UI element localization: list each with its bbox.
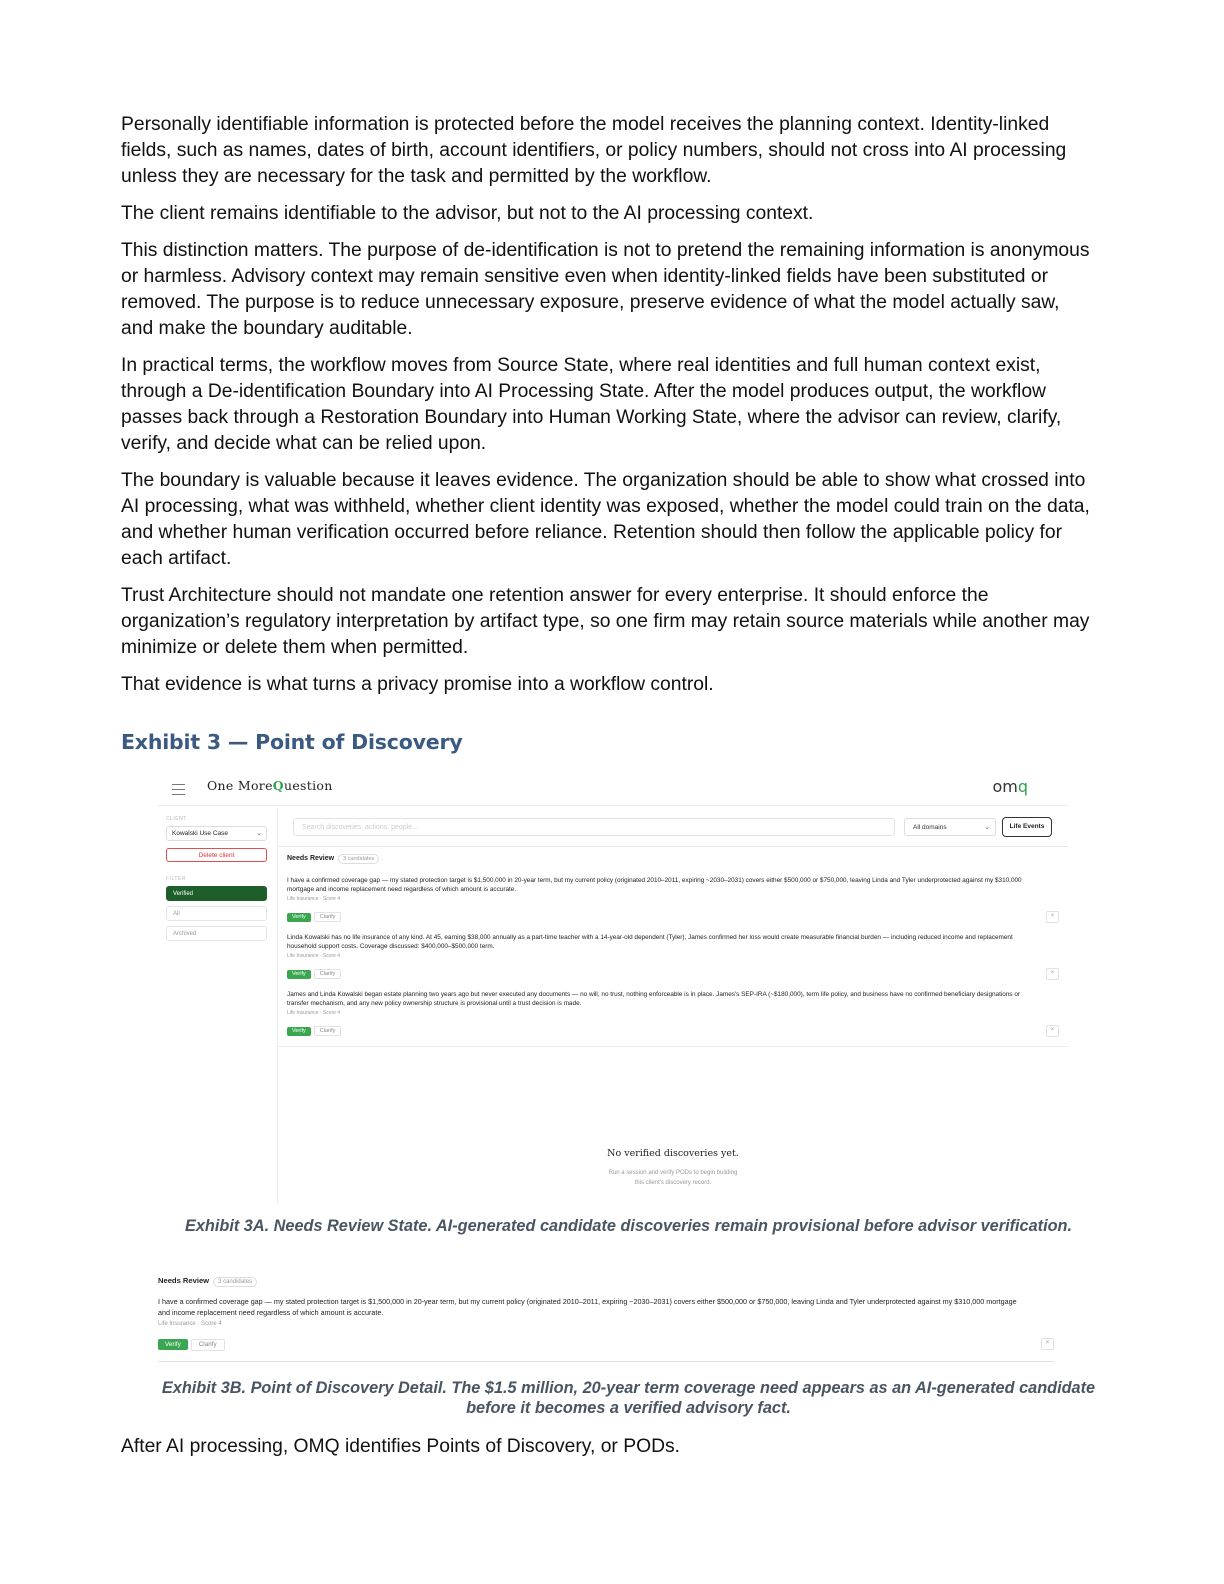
close-icon[interactable]: × xyxy=(1046,911,1059,923)
domain-select[interactable]: All domains ⌄ xyxy=(904,818,996,836)
verify-button[interactable]: Verify xyxy=(287,1027,311,1036)
app-topbar xyxy=(158,772,1068,806)
candidate-text: James and Linda Kowalski began estate planning two years ago but never executed any documents — no will, no trust, nothing enforceable is in place. James's SEP-IRA (~$180,000), term life policy, and business have no confirmed beneficiary designations or transfer mechanism, and any new policy ownership structure is provisional until a trust decision is made. xyxy=(287,991,1021,1007)
paragraph: The boundary is valuable because it leaves evidence. The organization should be able to show what crossed into AI processing, what was withheld, whether client identity was exposed, whether the model could train on the data, and whether human verification occurred before reliance. Retention should then follow the applicable policy for each artifact. xyxy=(121,470,1090,569)
caption-3b: Exhibit 3B. Point of Discovery Detail. The $1.5 million, 20-year term coverage need appears as an AI-generated candidate before it becomes a verified advisory fact. xyxy=(161,1379,1096,1417)
brand-logo: One MoreQuestion xyxy=(207,778,333,793)
candidate-meta: Life Insurance · Score 4 xyxy=(287,1010,341,1016)
app-screenshot-pod-detail xyxy=(158,1276,1054,1364)
paragraph: Personally identifiable information is protected before the model receives the planning context. Identity-linked fields, such as names, dates of birth, account identifiers, or policy numbers, should not cross into AI processing unless they are necessary for the task and permitted by the workflow. xyxy=(121,114,1067,187)
menu-icon[interactable] xyxy=(172,784,185,795)
clarify-button[interactable]: Clarify xyxy=(314,969,342,979)
verify-button[interactable]: Verify xyxy=(287,970,311,979)
app-screenshot-needs-review xyxy=(158,772,1068,1204)
clarify-button[interactable]: Clarify xyxy=(314,912,342,922)
candidate-meta: Life Insurance · Score 4 xyxy=(287,896,341,902)
life-events-button[interactable]: Life Events xyxy=(1002,817,1052,837)
paragraph: That evidence is what turns a privacy promise into a workflow control. xyxy=(121,674,714,695)
empty-state-subtitle: Run a session and verify PODs to begin building this client's discovery record. xyxy=(608,1170,738,1186)
close-icon[interactable]: × xyxy=(1046,1025,1059,1037)
needs-review-section xyxy=(287,854,1059,1037)
client-label: CLIENT xyxy=(166,816,187,822)
needs-review-header: Needs Review 3 candidates xyxy=(158,1276,1054,1288)
closing-paragraph: After AI processing, OMQ identifies Points of Discovery, or PODs. xyxy=(121,1436,680,1457)
list-item xyxy=(287,990,1059,1037)
close-icon[interactable]: × xyxy=(1046,968,1059,980)
candidate-meta: Life Insurance · Score 4 xyxy=(158,1321,222,1327)
list-item xyxy=(287,933,1059,980)
paragraph: In practical terms, the workflow moves from Source State, where real identities and full human context exist, through a De-identification Boundary into AI Processing State. After the model produces output, the workflow passes back through a Restoration Boundary into Human Working State, where the advisor can review, clarify, verify, and decide what can be relied upon. xyxy=(121,355,1062,454)
filter-verified[interactable]: Verified xyxy=(166,886,267,901)
search-input[interactable]: Search discoveries, actions, people... xyxy=(293,818,895,836)
needs-review-header: Needs Review 3 candidates xyxy=(287,854,1059,866)
caption-3a: Exhibit 3A. Needs Review State. AI-generated candidate discoveries remain provisional before advisor verification. xyxy=(184,1217,1073,1235)
candidate-text: I have a confirmed coverage gap — my stated protection target is $1,500,000 in 20-year term, but my current policy (originated 2010–2011, expiring ~2030–2031) covers either $500,000 or $750,000, leaving Linda and Tyler underprotected against my $310,000 mortgage and income replacement need regardless of which amount is accurate. xyxy=(158,1297,1017,1317)
empty-state-title: No verified discoveries yet. xyxy=(607,1148,739,1159)
candidate-text: I have a confirmed coverage gap — my stated protection target is $1,500,000 in 20-year term, but my current policy (originated 2010–2011, expiring ~2030–2031) covers either $500,000 or $750,000, leaving Linda and Tyler underprotected against my $310,000 mortgage and income replacement need regardless of which amount is accurate. xyxy=(287,877,1022,893)
filter-archived[interactable]: Archived xyxy=(166,926,267,941)
candidate-text: Linda Kowalski has no life insurance of any kind. At 45, earning $38,000 annually as a part-time teacher with a 14-year-old dependent (Tyler), James confirmed her loss would create measurable financial burden — including reduced income and replacement household support costs. Coverage discussed: $400,000–$500,000 term. xyxy=(287,934,1013,950)
filter-all[interactable]: All xyxy=(166,906,267,921)
candidates-badge: 3 candidates xyxy=(338,854,379,864)
paragraph: The client remains identifiable to the advisor, but not to the AI processing context. xyxy=(121,203,814,224)
brand-mark-icon: omq xyxy=(992,777,1028,796)
chevron-down-icon: ⌄ xyxy=(984,824,990,831)
list-item xyxy=(287,876,1059,923)
clarify-button[interactable]: Clarify xyxy=(191,1339,225,1351)
client-select[interactable]: Kowalski Use Case ⌄ xyxy=(166,826,267,841)
verify-button[interactable]: Verify xyxy=(287,913,311,922)
sidebar xyxy=(166,816,270,1204)
filter-label: FILTER xyxy=(166,876,186,882)
close-icon[interactable]: × xyxy=(1041,1338,1054,1350)
paragraph: Trust Architecture should not mandate one retention answer for every enterprise. It should enforce the organization’s regulatory interpretation by artifact type, so one firm may retain source materials while another may minimize or delete them when permitted. xyxy=(121,585,1090,658)
candidate-meta: Life Insurance · Score 4 xyxy=(287,953,341,959)
clarify-button[interactable]: Clarify xyxy=(314,1026,342,1036)
candidates-badge: 3 candidates xyxy=(213,1277,257,1287)
paragraph: This distinction matters. The purpose of de-identification is not to pretend the remaining information is anonymous or harmless. Advisory context may remain sensitive even when identity-linked fields have been substituted or removed. The purpose is to reduce unnecessary exposure, preserve evidence of what the model actually saw, and make the boundary auditable. xyxy=(121,240,1090,339)
delete-client-button[interactable]: Delete client xyxy=(166,848,267,862)
exhibit-heading: Exhibit 3 — Point of Discovery xyxy=(121,730,463,754)
chevron-down-icon: ⌄ xyxy=(256,830,262,837)
body-text xyxy=(121,112,1096,766)
verify-button[interactable]: Verify xyxy=(158,1339,188,1350)
list-item xyxy=(158,1296,1054,1358)
